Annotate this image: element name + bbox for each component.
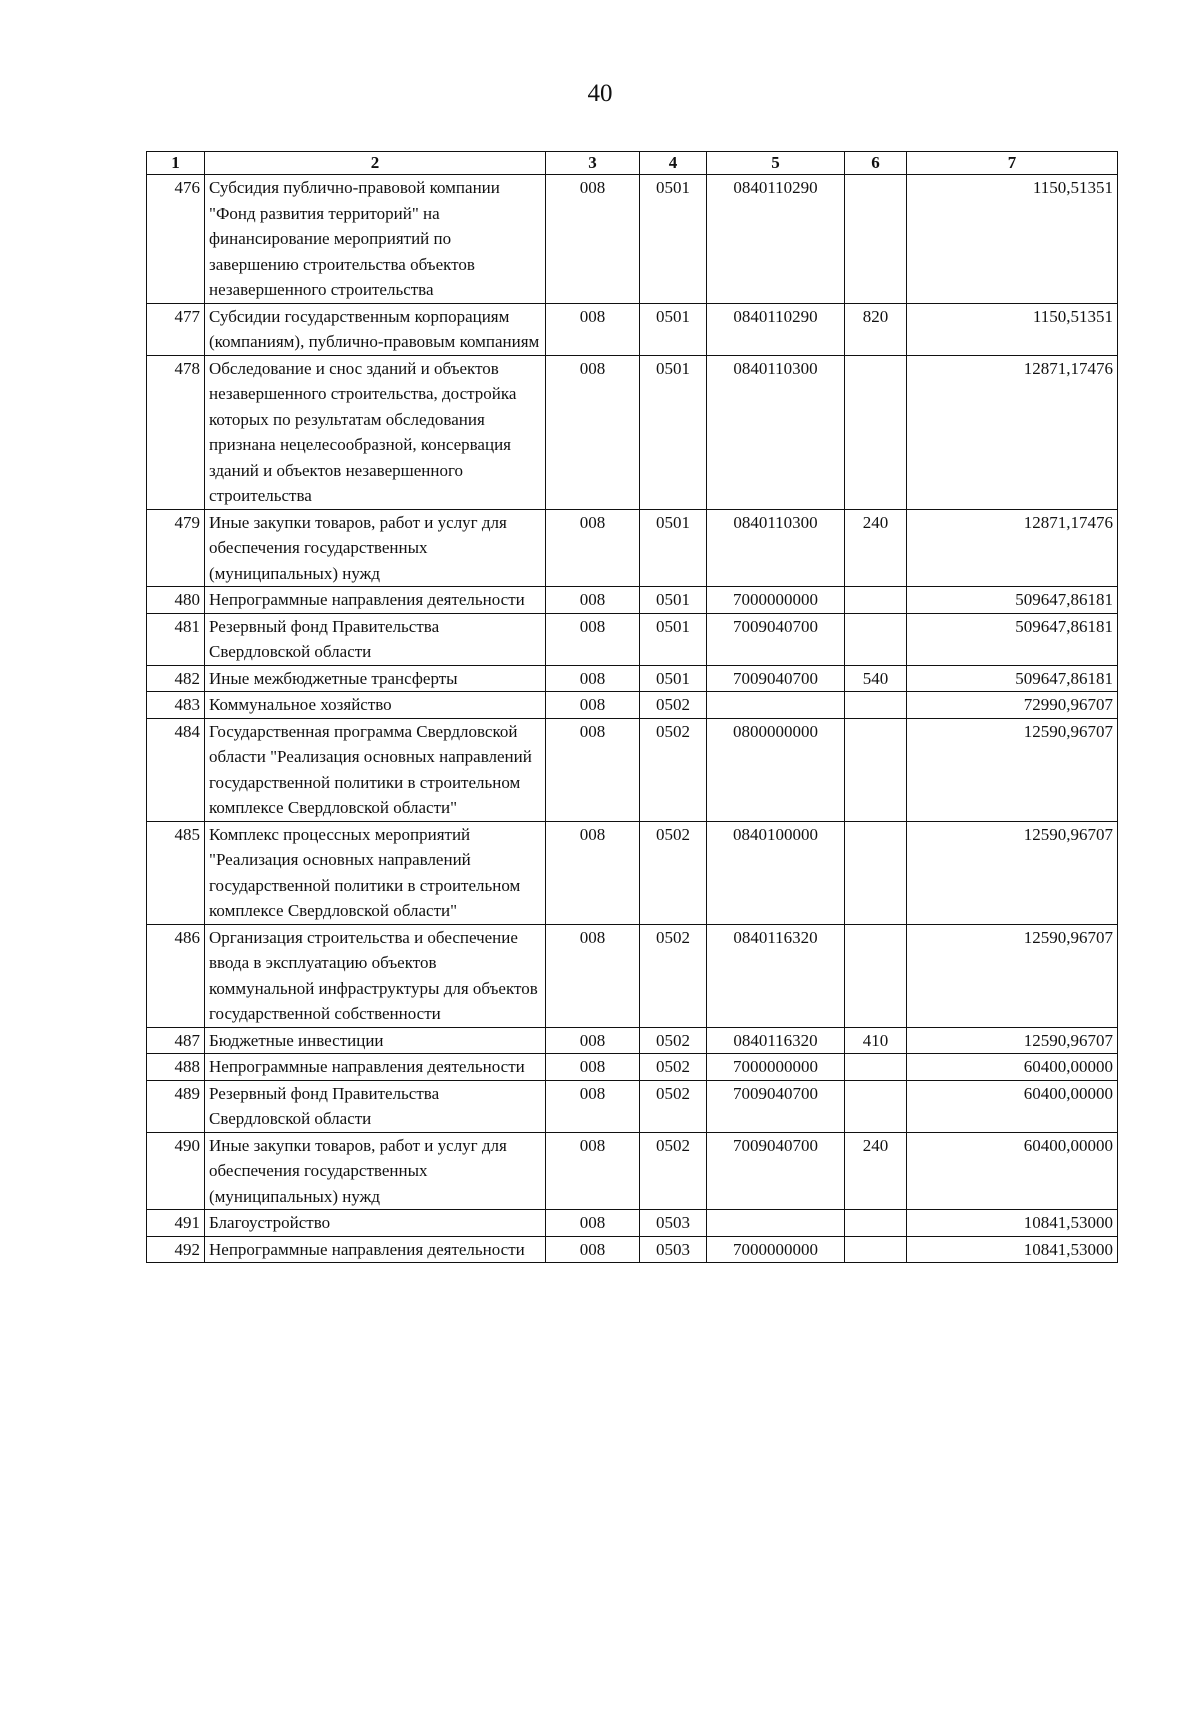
section-code-cell: 0502 (640, 821, 707, 924)
table-row (147, 1027, 1118, 1054)
expense-type-code-cell: 410 (845, 1027, 907, 1054)
target-article-code-cell: 0800000000 (707, 718, 845, 821)
target-article-code-cell: 0840110300 (707, 355, 845, 509)
table-row (147, 924, 1118, 1027)
row-number-cell: 486 (147, 924, 205, 1027)
column-header: 6 (845, 152, 907, 175)
row-number-cell: 487 (147, 1027, 205, 1054)
target-article-code-cell: 0840116320 (707, 1027, 845, 1054)
section-code-cell: 0502 (640, 1080, 707, 1132)
item-name-cell: Резервный фонд Правительства Свердловской области (205, 613, 546, 665)
expense-type-code-cell (845, 821, 907, 924)
column-header: 3 (546, 152, 640, 175)
target-article-code-cell: 7009040700 (707, 1132, 845, 1210)
item-name-cell: Субсидии государственным корпорациям (компаниям), публично-правовым компаниям (205, 303, 546, 355)
row-number-cell: 485 (147, 821, 205, 924)
table-row (147, 718, 1118, 821)
amount-cell: 60400,00000 (907, 1132, 1118, 1210)
amount-cell: 10841,53000 (907, 1236, 1118, 1263)
admin-code-cell: 008 (546, 587, 640, 614)
amount-cell: 1150,51351 (907, 175, 1118, 304)
admin-code-cell: 008 (546, 1210, 640, 1237)
admin-code-cell: 008 (546, 1027, 640, 1054)
table-row (147, 1054, 1118, 1081)
table-header-row (147, 152, 1118, 175)
admin-code-cell: 008 (546, 1236, 640, 1263)
target-article-code-cell: 0840110290 (707, 303, 845, 355)
admin-code-cell: 008 (546, 355, 640, 509)
table-row (147, 613, 1118, 665)
expense-type-code-cell: 240 (845, 509, 907, 587)
amount-cell: 1150,51351 (907, 303, 1118, 355)
admin-code-cell: 008 (546, 1132, 640, 1210)
item-name-cell: Иные закупки товаров, работ и услуг для обеспечения государственных (муниципальных) нужд (205, 1132, 546, 1210)
item-name-cell: Коммунальное хозяйство (205, 692, 546, 719)
section-code-cell: 0501 (640, 303, 707, 355)
item-name-cell: Обследование и снос зданий и объектов незавершенного строительства, достройка которых по результатам обследования признана нецелесообразной, консервация зданий и объектов незавершенного строительства (205, 355, 546, 509)
target-article-code-cell: 0840110290 (707, 175, 845, 304)
amount-cell: 509647,86181 (907, 665, 1118, 692)
section-code-cell: 0502 (640, 1054, 707, 1081)
section-code-cell: 0502 (640, 924, 707, 1027)
amount-cell: 12590,96707 (907, 821, 1118, 924)
expense-type-code-cell (845, 924, 907, 1027)
table-row (147, 1210, 1118, 1237)
section-code-cell: 0501 (640, 665, 707, 692)
expense-type-code-cell: 820 (845, 303, 907, 355)
item-name-cell: Непрограммные направления деятельности (205, 1054, 546, 1081)
row-number-cell: 481 (147, 613, 205, 665)
table-row (147, 303, 1118, 355)
expense-type-code-cell: 240 (845, 1132, 907, 1210)
item-name-cell: Резервный фонд Правительства Свердловской области (205, 1080, 546, 1132)
section-code-cell: 0501 (640, 613, 707, 665)
target-article-code-cell: 7009040700 (707, 665, 845, 692)
admin-code-cell: 008 (546, 924, 640, 1027)
row-number-cell: 489 (147, 1080, 205, 1132)
amount-cell: 72990,96707 (907, 692, 1118, 719)
admin-code-cell: 008 (546, 509, 640, 587)
section-code-cell: 0501 (640, 587, 707, 614)
row-number-cell: 484 (147, 718, 205, 821)
item-name-cell: Комплекс процессных мероприятий "Реализация основных направлений государственной политики в строительном комплексе Свердловской области" (205, 821, 546, 924)
row-number-cell: 492 (147, 1236, 205, 1263)
row-number-cell: 478 (147, 355, 205, 509)
section-code-cell: 0502 (640, 718, 707, 821)
section-code-cell: 0502 (640, 1132, 707, 1210)
row-number-cell: 491 (147, 1210, 205, 1237)
target-article-code-cell: 7009040700 (707, 1080, 845, 1132)
table-row (147, 1132, 1118, 1210)
admin-code-cell: 008 (546, 665, 640, 692)
amount-cell: 12590,96707 (907, 924, 1118, 1027)
section-code-cell: 0503 (640, 1210, 707, 1237)
admin-code-cell: 008 (546, 821, 640, 924)
admin-code-cell: 008 (546, 303, 640, 355)
row-number-cell: 483 (147, 692, 205, 719)
page-number: 40 (587, 80, 613, 107)
target-article-code-cell: 7000000000 (707, 1054, 845, 1081)
item-name-cell: Государственная программа Свердловской области "Реализация основных направлений государственной политики в строительном комплексе Свердловской области" (205, 718, 546, 821)
amount-cell: 12871,17476 (907, 355, 1118, 509)
section-code-cell: 0501 (640, 175, 707, 304)
target-article-code-cell: 7009040700 (707, 613, 845, 665)
expense-type-code-cell (845, 1054, 907, 1081)
table-row (147, 1080, 1118, 1132)
admin-code-cell: 008 (546, 718, 640, 821)
expense-type-code-cell (845, 1080, 907, 1132)
amount-cell: 60400,00000 (907, 1054, 1118, 1081)
column-header: 5 (707, 152, 845, 175)
column-header: 1 (147, 152, 205, 175)
table-row (147, 1236, 1118, 1263)
expense-type-code-cell (845, 1210, 907, 1237)
table-row (147, 509, 1118, 587)
section-code-cell: 0501 (640, 509, 707, 587)
target-article-code-cell: 7000000000 (707, 587, 845, 614)
table-row (147, 355, 1118, 509)
item-name-cell: Непрограммные направления деятельности (205, 587, 546, 614)
expense-type-code-cell (845, 1236, 907, 1263)
item-name-cell: Организация строительства и обеспечение ввода в эксплуатацию объектов коммунальной инфраструктуры для объектов государственной собственности (205, 924, 546, 1027)
row-number-cell: 482 (147, 665, 205, 692)
expense-type-code-cell (845, 718, 907, 821)
row-number-cell: 479 (147, 509, 205, 587)
item-name-cell: Бюджетные инвестиции (205, 1027, 546, 1054)
amount-cell: 509647,86181 (907, 587, 1118, 614)
amount-cell: 12871,17476 (907, 509, 1118, 587)
admin-code-cell: 008 (546, 613, 640, 665)
admin-code-cell: 008 (546, 1054, 640, 1081)
target-article-code-cell (707, 692, 845, 719)
expense-type-code-cell (845, 613, 907, 665)
row-number-cell: 476 (147, 175, 205, 304)
item-name-cell: Благоустройство (205, 1210, 546, 1237)
budget-table (146, 151, 1118, 1263)
target-article-code-cell: 0840100000 (707, 821, 845, 924)
table-row (147, 175, 1118, 304)
expense-type-code-cell (845, 692, 907, 719)
expense-type-code-cell (845, 587, 907, 614)
table-row (147, 821, 1118, 924)
target-article-code-cell: 0840116320 (707, 924, 845, 1027)
amount-cell: 10841,53000 (907, 1210, 1118, 1237)
admin-code-cell: 008 (546, 1080, 640, 1132)
table-body (147, 175, 1118, 1263)
target-article-code-cell: 0840110300 (707, 509, 845, 587)
admin-code-cell: 008 (546, 175, 640, 304)
table-row (147, 665, 1118, 692)
row-number-cell: 490 (147, 1132, 205, 1210)
column-header: 2 (205, 152, 546, 175)
column-header: 7 (907, 152, 1118, 175)
section-code-cell: 0502 (640, 692, 707, 719)
row-number-cell: 488 (147, 1054, 205, 1081)
amount-cell: 12590,96707 (907, 718, 1118, 821)
item-name-cell: Иные межбюджетные трансферты (205, 665, 546, 692)
row-number-cell: 480 (147, 587, 205, 614)
admin-code-cell: 008 (546, 692, 640, 719)
expense-type-code-cell (845, 175, 907, 304)
item-name-cell: Иные закупки товаров, работ и услуг для обеспечения государственных (муниципальных) нужд (205, 509, 546, 587)
section-code-cell: 0501 (640, 355, 707, 509)
amount-cell: 60400,00000 (907, 1080, 1118, 1132)
table-row (147, 692, 1118, 719)
target-article-code-cell: 7000000000 (707, 1236, 845, 1263)
item-name-cell: Непрограммные направления деятельности (205, 1236, 546, 1263)
amount-cell: 12590,96707 (907, 1027, 1118, 1054)
expense-type-code-cell: 540 (845, 665, 907, 692)
item-name-cell: Субсидия публично-правовой компании "Фонд развития территорий" на финансирование мероприятий по завершению строительства объектов незавершенного строительства (205, 175, 546, 304)
row-number-cell: 477 (147, 303, 205, 355)
target-article-code-cell (707, 1210, 845, 1237)
expense-type-code-cell (845, 355, 907, 509)
amount-cell: 509647,86181 (907, 613, 1118, 665)
section-code-cell: 0503 (640, 1236, 707, 1263)
table-row (147, 587, 1118, 614)
column-header: 4 (640, 152, 707, 175)
section-code-cell: 0502 (640, 1027, 707, 1054)
